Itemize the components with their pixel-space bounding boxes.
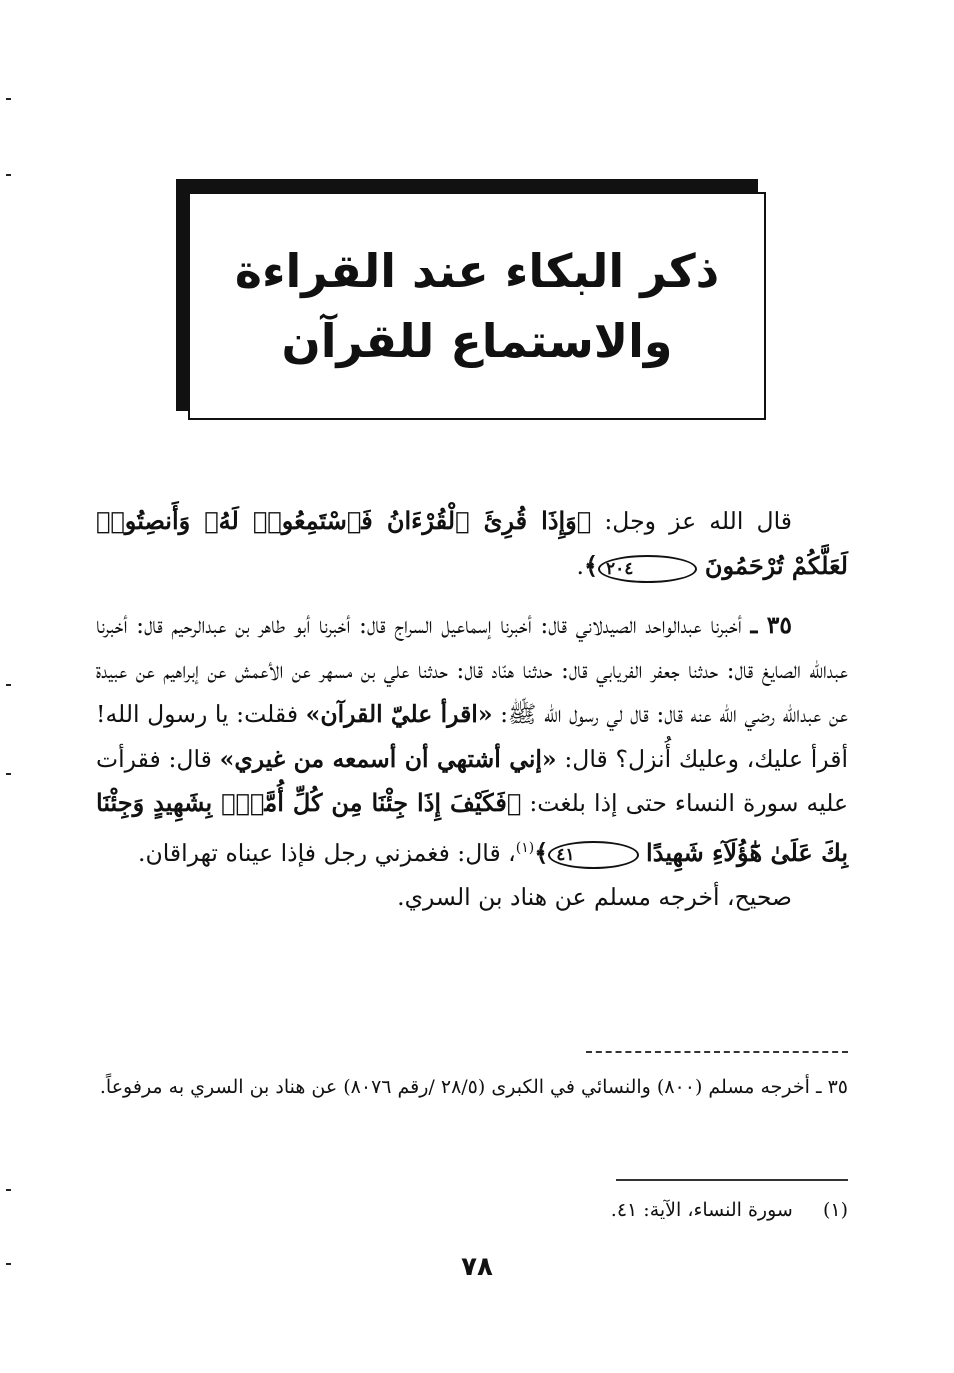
hadith-paragraph — [96, 603, 848, 919]
verse-open-bracket: ﴿ — [576, 506, 592, 535]
chapter-title-line-2: والاستماع للقرآن — [281, 314, 673, 368]
verse-close-bracket: ﴾ — [534, 837, 549, 867]
ayah-number-mark: ٢٠٤ — [598, 555, 697, 583]
intro-lead: قال الله عز وجل: — [591, 507, 792, 535]
ayah-number-mark: ٤١ — [548, 841, 638, 869]
takhrij-footnote — [96, 1067, 848, 1107]
takhrij-text: ٣٥ ـ أخرجه مسلم (٨٠٠) والنسائي في الكبرى (٢٨/٥ /رقم ٨٠٧٦) عن هناد بن السري به مرفوعاً. — [99, 1076, 848, 1098]
footnote-separator-dashed — [586, 1051, 848, 1053]
footnote-separator-solid — [616, 1179, 848, 1181]
page-number: ٧٨ — [461, 1252, 493, 1282]
hadith-text-mid-2: قال: فقرأت عليه سورة النساء حتى إذا بلغت: — [96, 744, 848, 817]
hadith-text-mid-1: فقلت: يا رسول الله! أقرأ عليك، وعليك أُنزل؟ قال: — [96, 700, 848, 773]
chapter-title-box — [188, 192, 766, 420]
scan-speck — [6, 98, 11, 100]
scan-speck — [6, 174, 11, 176]
intro-end: . — [576, 551, 584, 580]
scan-speck — [6, 684, 11, 686]
hadith-quote-1: «اقرأ عليّ القرآن» — [305, 700, 493, 728]
scan-speck — [6, 1189, 11, 1191]
scan-speck — [6, 1263, 11, 1265]
quran-verse: فَكَيْفَ إِذَا جِئْنَا مِن كُلِّ أُمَّةٍۭ بِشَهِيدٍ وَجِئْنَا بِكَ عَلَىٰ هَٰٓؤُلَآءِ شَهِيدًا — [96, 788, 848, 867]
hadith-quote-2: «إني أشتهي أن أسمعه من غيري» — [219, 744, 557, 773]
scan-speck — [6, 773, 11, 775]
hadith-chain: أخبرنا عبدالواحد الصيدلاني قال: أخبرنا إسماعيل السراج قال: أخبرنا أبو طاهر بن عبدالرحيم قال: أخبرنا عبدالله الصايغ قال: حدثنا جعفر الفريابي قال: حدثنا هنّاد قال: حدثنا علي بن مسهر عن الأعمش عن إبراهيم عن عبيدة عن عبدالله رضي الله عنه قال: قال لي رسول الله ﷺ: — [96, 611, 849, 728]
intro-paragraph — [96, 499, 848, 588]
chapter-title-line-1: ذكر البكاء عند القراءة — [234, 244, 720, 298]
hadith-number: ٣٥ ـ — [750, 611, 792, 639]
footnote-reference[interactable]: (١) — [515, 839, 535, 856]
footnote-number: (١) — [822, 1199, 848, 1221]
hadith-grading: صحيح، أخرجه مسلم عن هناد بن السري. — [397, 882, 792, 911]
verse-close-bracket: ﴾ — [583, 550, 599, 580]
verse-open-bracket: ﴿ — [506, 788, 522, 817]
hadith-text-after: ، قال: فغمزني رجل فإذا عيناه تهراقان. — [137, 838, 516, 867]
quran-verse: وَإِذَا قُرِئَ ٱلْقُرْءَانُ فَٱسْتَمِعُوا۟ لَهُۥ وَأَنصِتُوا۟ لَعَلَّكُمْ تُرْحَمُونَ — [96, 506, 848, 580]
verse-footnote — [96, 1190, 848, 1230]
footnote-text: سورة النساء، الآية: ٤١. — [610, 1199, 793, 1221]
